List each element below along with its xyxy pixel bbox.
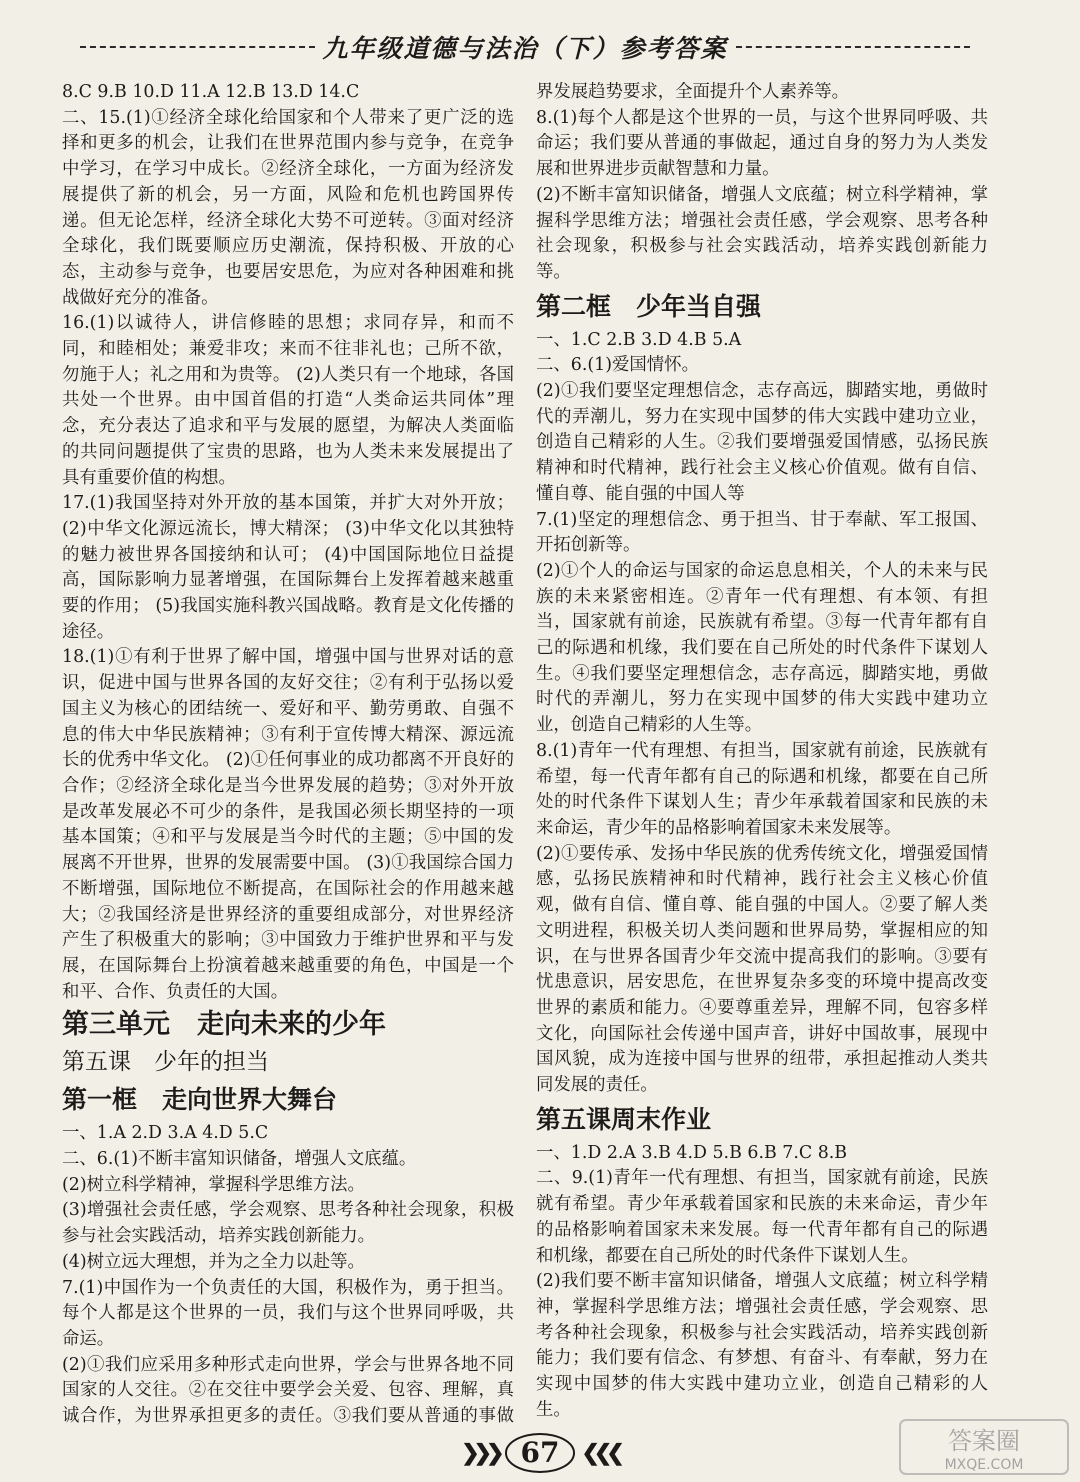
unit-heading: 第三单元 走向未来的少年	[62, 1009, 386, 1041]
frame-heading: 第二框 少年当自强	[536, 291, 762, 321]
answer-paragraph: 二、9.(1)青年一代有理想、有担当，国家就有前途，民族就有希望。青少年承载着国家和民族的未来命运，青少年的品格影响着国家未来发展。每一代青年都有自己的际遇和机缘，都要在自己所处的时代条件下谋划人生。	[536, 1168, 988, 1266]
answer-paragraph: 7.(1)坚定的理想信念、勇于担当、甘于奉献、军工报国、开拓创新等。	[536, 509, 988, 556]
answer-paragraph: 界发展趋势要求，全面提升个人素养等。	[536, 82, 850, 102]
answer-paragraph: 8.(1)每个人都是这个世界的一员，与这个世界同呼吸、共命运；我们要从普通的事做起，通过自身的努力为人类发展和世界进步贡献智慧和力量。	[536, 107, 988, 180]
answer-paragraph: (2)①我们应采用多种形式走向世界，学会与世界各地不同国家的人交往。②在交往中要学会关爱、包容、理解，真诚合作，为世界承担更多的责任。③我们要从普通的事做	[62, 1354, 514, 1425]
weekend-homework-heading: 第五课周末作业	[536, 1104, 712, 1134]
svg-text:答案圈: 答案圈	[948, 1427, 1020, 1455]
right-column	[536, 80, 988, 1425]
header-decoration-right	[736, 46, 971, 48]
answer-paragraph: 7.(1)中国作为一个负责任的大国，积极作为，勇于担当。每个人都是这个世界的一员，我们与这个世界同呼吸，共命运。	[62, 1277, 514, 1349]
header-decoration-left	[80, 46, 315, 48]
lesson-heading: 第五课 少年的担当	[62, 1049, 269, 1076]
page-header	[72, 30, 978, 64]
left-column	[62, 80, 514, 1425]
answer-paragraph: (2)树立科学精神，掌握科学思维方法。	[62, 1174, 365, 1195]
answer-paragraph: 8.(1)青年一代有理想、有担当，国家就有前途，民族就有希望，每一代青年都有自己的际遇和机缘，都要在自己所处的时代条件下谋划人生；青少年承载着国家和民族的未来命运，青少年的品格影响着国家未来发展等。	[536, 740, 988, 838]
answer-paragraph: (2)不断丰富知识储备，增强人文底蕴；树立科学精神，掌握科学思维方法；增强社会责任感，学会观察、思考各种社会现象，积极参与社会实践活动，培养实践创新能力等。	[536, 184, 988, 282]
answer-paragraph: (2)①个人的命运与国家的命运息息相关，个人的未来与民族的未来紧密相连。②青年一代有理想、有本领、有担当，国家就有前途，民族就有希望。③每一代青年都有自己的际遇和机缘，我们要在自己所处的时代条件下谋划人生。④我们要坚定理想信念，志存高远，脚踏实地，勇做时代的弄潮儿，努力在实现中国梦的伟大实践中建功立业，创造自己精彩的人生等。	[536, 560, 988, 736]
answer-paragraph: (3)增强社会责任感，学会观察、思考各种社会现象，积极参与社会实践活动，培养实践创新能力。	[62, 1200, 514, 1247]
answer-paragraph: (4)树立远大理想，并为之全力以赴等。	[62, 1251, 365, 1272]
page-header-title: 九年级道德与法治（下）参考答案	[322, 34, 728, 63]
answer-paragraph: (2)①要传承、发扬中华民族的优秀传统文化，增强爱国情感，弘扬民族精神和时代精神，践行社会主义核心价值观，做有自信、懂自尊、能自强的中国人。②要了解人类文明进程，积极关切人类问题和世界局势，掌握相应的知识，在与世界各国青少年交流中提高我们的影响。③要有忧患意识，居安思危，在世界复杂多变的环境中提高改变世界的素质和能力。④要尊重差异，理解不同，包容多样文化，向国际社会传递中国声音，讲好中国故事，展现中国风貌，成为连接中国与世界的纽带，承担起推动人类共同发展的责任。	[536, 843, 988, 1096]
answer-paragraph: 二、6.(1)爱国情怀。	[536, 355, 699, 376]
answer-paragraph: (2)我们要不断丰富知识储备，增强人文底蕴；树立科学精神，掌握科学思维方法；增强社会责任感，学会观察、思考各种社会现象，积极参与社会实践活动，培养实践创新能力；我们要有信念、有梦想、有奋斗、有奉献，努力在实现中国梦的伟大实践中建功立业，创造自己精彩的人生。	[536, 1271, 988, 1420]
answer-paragraph: 17.(1)我国坚持对外开放的基本国策，并扩大对外开放； (2)中华文化源远流长，博大精深； (3)中华文化以其独特的魅力被世界各国接纳和认可； (4)中国国际地位日益提高，国际影响力显著增强，在国际舞台上发挥着越来越重要的作用； (5)我国实施科教兴国战略。教育是文化传播的途径。	[62, 493, 514, 642]
answer-paragraph: 18.(1)①有利于世界了解中国，增强中国与世界对话的意识，促进中国与世界各国的友好交往；②有利于弘扬以爱国主义为核心的团结统一、爱好和平、勤劳勇敢、自强不息的伟大中华民族精神；③有利于宣传博大精深、源远流长的优秀中华文化。 (2)①任何事业的成功都离不开良好的合作；②经济全球化是当今世界发展的趋势；③对外开放是改革发展必不可少的条件，是我国必须长期坚持的一项基本国策；④和平与发展是当今时代的主题；⑤中国的发展离不开世界，世界的发展需要中国。 (3)①我国综合国力不断增强，国际地位不断提高，在国际社会的作用越来越大；②我国经济是世界经济的重要组成部分，对世界经济产生了积极重大的影响；③中国致力于维护世界和平与发展，在国际舞台上扮演着越来越重要的角色，中国是一个和平、合作、负责任的大国。	[62, 647, 514, 1002]
watermark-logo	[898, 1418, 1070, 1476]
answer-paragraph: 一、1.D 2.A 3.B 4.D 5.B 6.B 7.C 8.B	[536, 1142, 848, 1163]
answer-paragraph: 二、15.(1)①经济全球化给国家和个人带来了更广泛的选择和更多的机会，让我们在世界范围内参与竞争，在竞争中学习，在学习中成长。②经济全球化，一方面为经济发展提供了新的机会，另一方面，风险和危机也跨国界传递。但无论怎样，经济全球化大势不可逆转。③面对经济全球化，我们既要顺应历史潮流，保持积极、开放的心态，主动参与竞争，也要居安思危，为应对各种困难和挑战做好充分的准备。	[62, 107, 514, 308]
page-number: 67	[505, 1433, 576, 1473]
answer-paragraph: 16.(1)以诚待人，讲信修睦的思想；求同存异，和而不同，和睦相处；兼爱非攻；来而不往非礼也；己所不欲，勿施于人；礼之用和为贵等。 (2)人类只有一个地球，各国共处一个世界。由中国首倡的打造“人类命运共同体”理念，充分表达了追求和平与发展的愿望，为解决人类面临的共同问题提供了宝贵的思路，也为人类未来发展提出了具有重要价值的构想。	[62, 313, 514, 488]
chevron-left-icon: ❮❮❮	[581, 1440, 619, 1466]
answer-paragraph: 一、1.A 2.D 3.A 4.D 5.C	[62, 1123, 269, 1144]
chevron-right-icon: ❯❯❯	[461, 1440, 499, 1466]
answer-paragraph: 一、1.C 2.B 3.D 4.B 5.A	[536, 329, 742, 350]
frame-heading: 第一框 走向世界大舞台	[62, 1085, 338, 1115]
answer-paragraph: (2)①我们要坚定理想信念，志存高远，脚踏实地，勇做时代的弄潮儿，努力在实现中国梦的伟大实践中建功立业，创造自己精彩的人生。②我们要增强爱国情感，弘扬民族精神和时代精神，践行社会主义核心价值观。做有自信、懂自尊、能自强的中国人等	[536, 381, 988, 504]
page-footer	[440, 1430, 640, 1476]
svg-text:MXQE.COM: MXQE.COM	[944, 1457, 1024, 1473]
answer-paragraph: 8.C 9.B 10.D 11.A 12.B 13.D 14.C	[62, 82, 360, 102]
answer-paragraph: 二、6.(1)不断丰富知识储备，增强人文底蕴。	[62, 1149, 417, 1170]
